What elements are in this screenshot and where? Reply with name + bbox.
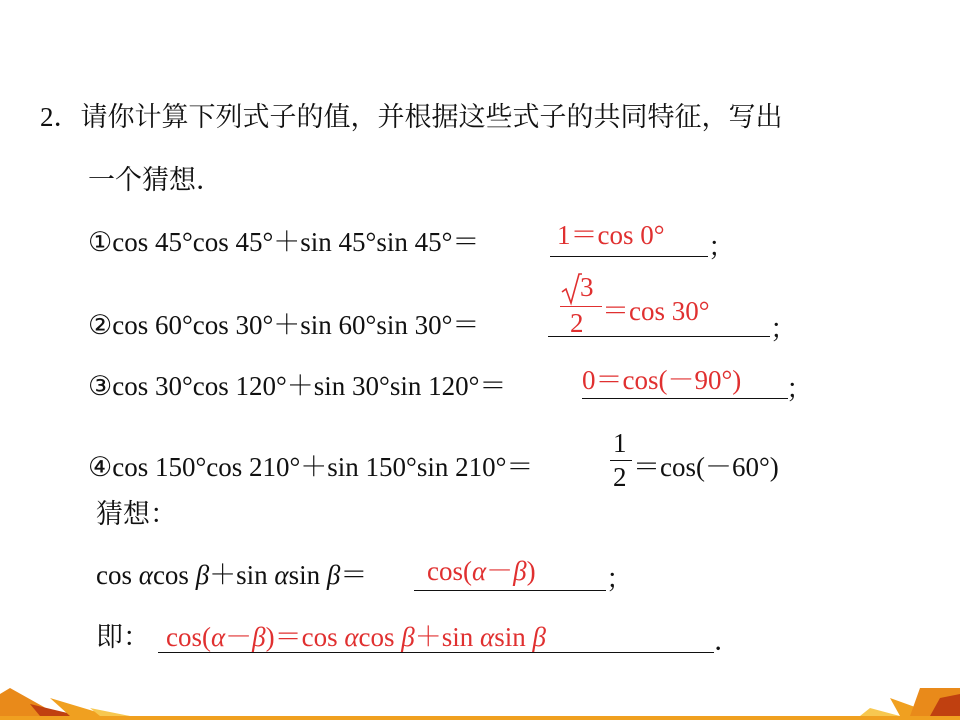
beta-symbol: β: [195, 560, 210, 590]
beta-symbol: β: [513, 556, 527, 586]
item-3-blank: [582, 398, 788, 399]
therefore-equals-cos: )＝cos: [265, 622, 345, 652]
conjecture-equals: ＝: [340, 560, 368, 590]
item-2-answer-denominator: 2: [570, 308, 584, 338]
item-3-end: ；: [786, 374, 813, 404]
problem-number: 2．: [40, 102, 81, 132]
conjecture-answer-cos: cos(: [427, 556, 472, 586]
item-3-answer: 0＝cos(－90°): [582, 365, 742, 395]
decorative-footer: [0, 688, 960, 720]
conjecture-blank: [414, 590, 606, 591]
conjecture-plus-sin: ＋sin: [209, 560, 275, 590]
therefore-cos-open: cos(: [166, 622, 211, 652]
item-4-denominator: 2: [613, 462, 627, 492]
conjecture-sin: sin: [288, 560, 327, 590]
alpha-symbol: α: [480, 622, 495, 652]
minus-sign: －: [486, 556, 514, 586]
item-1-blank: [550, 256, 708, 257]
item-2-end: ；: [770, 314, 797, 344]
therefore-plus-sin: ＋sin: [414, 622, 481, 652]
problem-intro-1: 请你计算下列式子的值，并根据这些式子的共同特征，写出: [80, 102, 783, 132]
conjecture-label: 猜想：: [96, 499, 177, 529]
item-4-numerator: 1: [613, 428, 627, 458]
therefore-end: ．: [714, 626, 741, 656]
close-paren: ): [526, 556, 536, 586]
beta-symbol: β: [532, 622, 546, 652]
item-2-answer-numerator: 3: [580, 272, 594, 302]
item-1-answer: 1＝cos 0°: [557, 220, 665, 250]
item-3-expression: ③cos 30°cos 120°＋sin 30°sin 120°＝: [88, 371, 507, 401]
item-2-answer-fraction: [560, 272, 602, 340]
therefore-cos: cos: [358, 622, 402, 652]
alpha-symbol: α: [471, 556, 487, 586]
conjecture-cos-2: cos: [152, 560, 196, 590]
therefore-sin: sin: [494, 622, 533, 652]
item-1-end: ；: [708, 232, 735, 262]
item-4-expression: ④cos 150°cos 210°＋sin 150°sin 210°＝: [88, 452, 534, 482]
item-2-answer-rest: ＝cos 30°: [602, 296, 710, 326]
minus-sign: －: [225, 622, 253, 652]
beta-symbol: β: [252, 622, 266, 652]
alpha-symbol: α: [344, 622, 359, 652]
item-4-fraction-bar: [610, 460, 632, 461]
beta-symbol: β: [326, 560, 341, 590]
alpha-symbol: α: [274, 560, 289, 590]
item-1-expression: ①cos 45°cos 45°＋sin 45°sin 45°＝: [88, 227, 480, 257]
alpha-symbol: α: [210, 622, 226, 652]
conjecture-formula: [96, 558, 367, 592]
item-4-fraction: [610, 428, 632, 496]
therefore-label: 即：: [96, 622, 150, 652]
problem-line-2: 一个猜想．: [88, 165, 223, 195]
alpha-symbol: α: [138, 560, 153, 590]
conjecture-end: ；: [606, 564, 633, 594]
item-4-rest: ＝cos(－60°): [633, 452, 779, 482]
item-2-expression: ②cos 60°cos 30°＋sin 60°sin 30°＝: [88, 310, 480, 340]
problem-line-1: [40, 100, 783, 134]
item-2-fraction-bar: [560, 306, 602, 307]
therefore-answer: [166, 620, 546, 654]
conjecture-cos-1: cos: [96, 560, 139, 590]
sqrt-icon: [560, 272, 582, 306]
beta-symbol: β: [401, 622, 415, 652]
conjecture-answer: [427, 554, 536, 588]
